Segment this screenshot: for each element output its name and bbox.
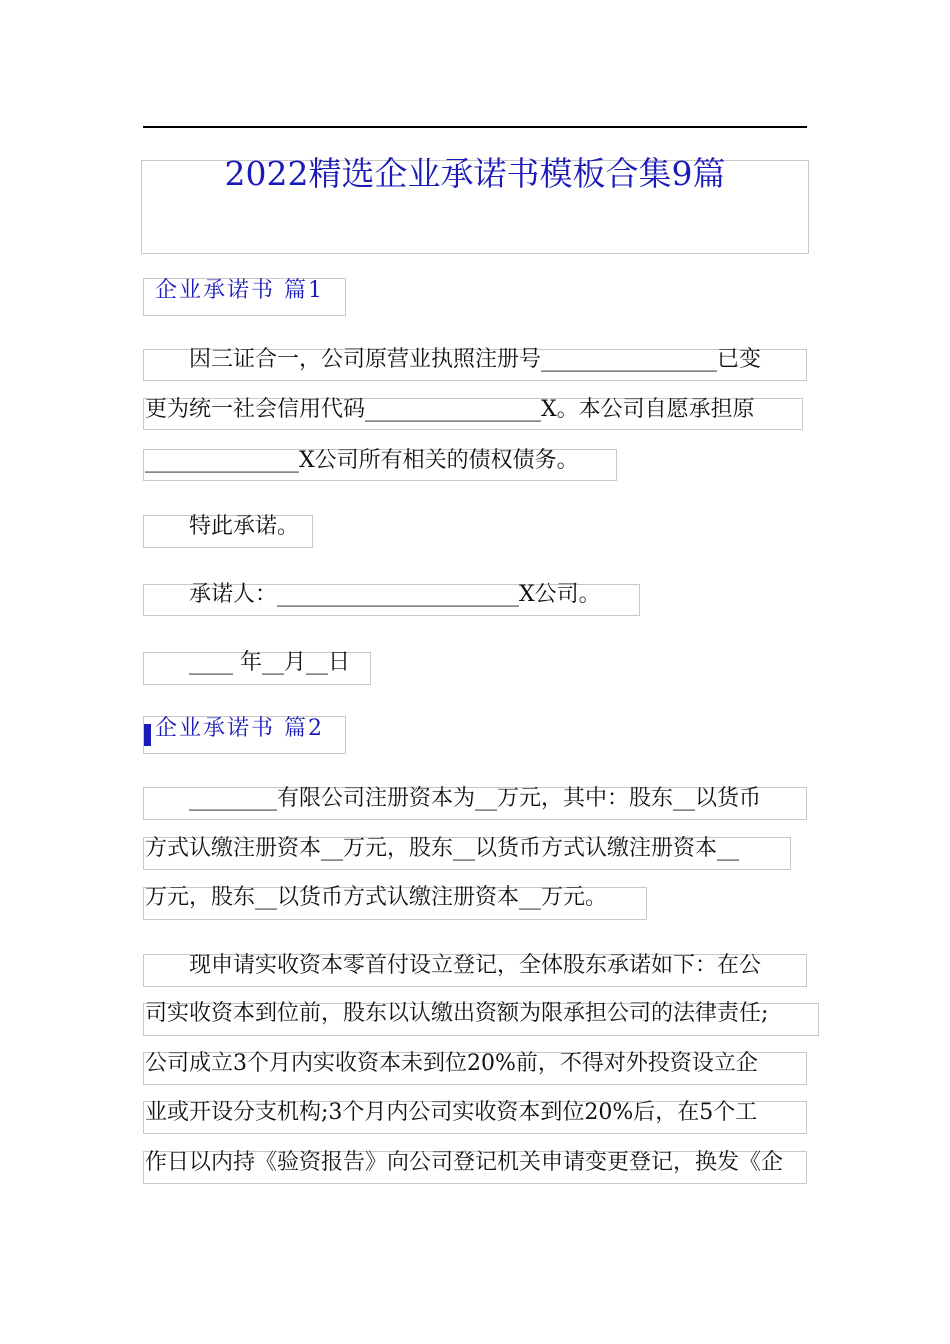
header-rule [143, 126, 807, 128]
body-line: ________有限公司注册资本为__万元，其中：股东__以货币 [145, 786, 762, 811]
body-line: ____ 年__月__日 [145, 650, 350, 675]
section-heading-2: 企业承诺书 篇2 [155, 716, 324, 741]
document-title: 2022精选企业承诺书模板合集9篇 [224, 154, 726, 193]
body-line: 因三证合一，公司原营业执照注册号________________已变 [145, 347, 762, 372]
body-line: ______________X公司所有相关的债权债务。 [145, 448, 579, 473]
body-line: 业或开设分支机构;3个月内公司实收资本到位20%后，在5个工 [145, 1100, 758, 1125]
section-heading-1: 企业承诺书 篇1 [155, 278, 324, 303]
body-line: 更为统一社会信用代码________________X。本公司自愿承担原 [145, 397, 755, 422]
body-line: 公司成立3个月内实收资本未到位20%前，不得对外投资设立企 [145, 1051, 758, 1076]
body-line: 方式认缴注册资本__万元，股东__以货币方式认缴注册资本__ [145, 836, 740, 861]
body-line: 万元，股东__以货币方式认缴注册资本__万元。 [145, 885, 608, 910]
body-line: 现申请实收资本零首付设立登记，全体股东承诺如下：在公 [145, 953, 762, 978]
body-line: 司实收资本到位前，股东以认缴出资额为限承担公司的法律责任; [145, 1001, 769, 1026]
body-line: 作日以内持《验资报告》向公司登记机关申请变更登记，换发《企 [145, 1150, 784, 1175]
body-line: 承诺人：______________________X公司。 [145, 582, 601, 607]
body-line: 特此承诺。 [145, 514, 300, 539]
